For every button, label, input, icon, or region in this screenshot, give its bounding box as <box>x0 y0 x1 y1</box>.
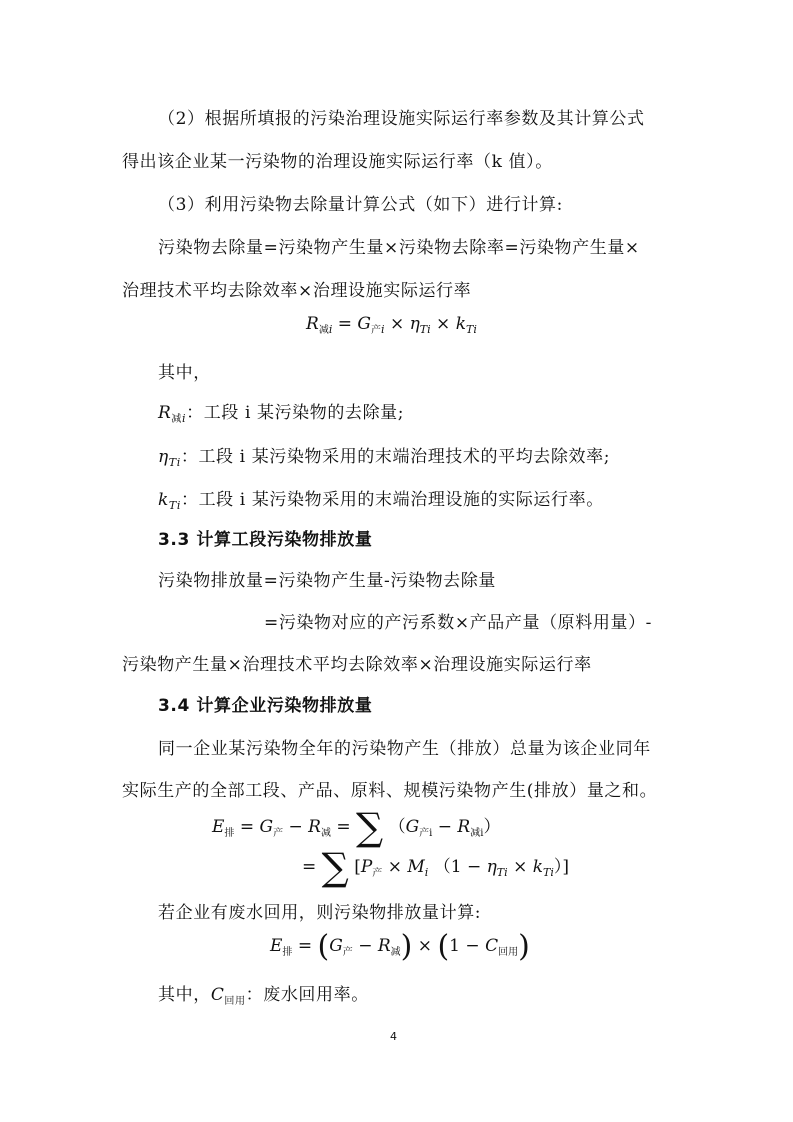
formula-removal-line-1: 污染物去除量=污染物产生量×污染物去除率=污染物产生量× <box>158 238 640 258</box>
paragraph-4-line-1: 同一企业某污染物全年的污染物产生（排放）总量为该企业同年 <box>158 739 651 759</box>
formula-emission-line-3: 污染物产生量×治理技术平均去除效率×治理设施实际运行率 <box>122 655 592 675</box>
page-number: 4 <box>390 1030 397 1043</box>
section-heading-3-3: 3.3 计算工段污染物排放量 <box>158 530 373 550</box>
formula-emission-line-1: 污染物排放量=污染物产生量-污染物去除量 <box>158 571 496 591</box>
equation-emission-line-1: $E_排 = G_产 - R_减$ = ∑ $(G_{产i} - R_{减i})$ <box>212 805 501 849</box>
paragraph-4-line-2: 实际生产的全部工段、产品、原料、规模污染物产生(排放）量之和。 <box>122 781 658 801</box>
formula-removal-line-2: 治理技术平均去除效率×治理设施实际运行率 <box>122 281 472 301</box>
definition-r: $R_{减i}$：工段 i 某污染物的去除量; <box>158 403 405 425</box>
equation-reuse: $E_排 = (G_产 - R_减) \times (1 - C_{回用})$ <box>270 929 530 964</box>
where-label-1: 其中， <box>158 363 211 383</box>
paragraph-2-line-1: （2）根据所填报的污染治理设施实际运行率参数及其计算公式 <box>158 109 645 129</box>
definition-c: 其中，$C_{回用}$：废水回用率。 <box>158 985 369 1007</box>
equation-emission-line-2: = ∑ [$P_产 \times M_i$ $(1 - \eta_{Ti} \times k_{Ti})$] <box>302 845 570 889</box>
paragraph-3: （3）利用污染物去除量计算公式（如下）进行计算: <box>158 195 563 215</box>
paragraph-2-line-2: 得出该企业某一污染物的治理设施实际运行率（k 值）。 <box>122 152 553 172</box>
definition-k: $k_{Ti}$：工段 i 某污染物采用的末端治理设施的实际运行率。 <box>158 490 604 512</box>
equation-removal: $R_{减i} = G_{产i} \times \eta_{Ti} \times k_{Ti}$ <box>306 314 477 336</box>
paragraph-5: 若企业有废水回用，则污染物排放量计算: <box>158 903 482 923</box>
definition-eta: $\eta_{Ti}$：工段 i 某污染物采用的末端治理技术的平均去除效率; <box>158 447 611 469</box>
formula-emission-line-2: =污染物对应的产污系数×产品产量（原料用量）- <box>264 613 653 633</box>
section-heading-3-4: 3.4 计算企业污染物排放量 <box>158 696 373 716</box>
